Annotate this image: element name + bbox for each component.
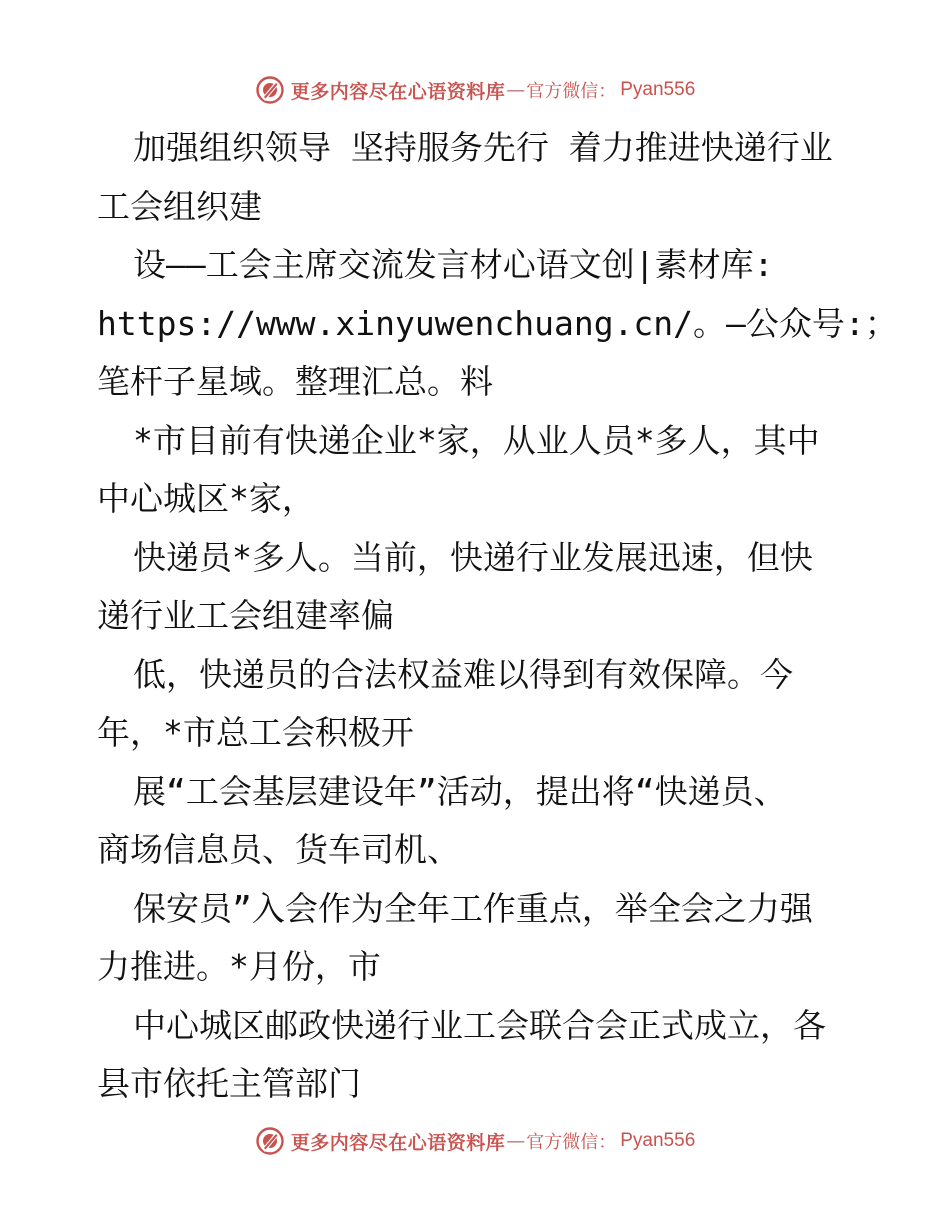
text-line: 县市依托主管部门 (97, 1064, 361, 1103)
text-line: 保安员”入会作为全年工作重点，举全会之力强 (133, 888, 813, 928)
text-line: https://www.xinyuwenchuang.cn/。—公众号:； (97, 303, 898, 343)
watermark-slogan: 更多内容尽在心语资料库 (290, 80, 506, 103)
text-line: *市目前有快递企业*家，从业人员*多人，其中 (133, 420, 820, 460)
watermark-contact-id: Pyan556 (620, 79, 696, 100)
watermark-separator: — (506, 79, 526, 101)
watermark-contact-id: Pyan556 (620, 1130, 696, 1151)
document-body (97, 119, 898, 1114)
text-line: 商场信息员、货车司机、 (97, 830, 460, 869)
pen-circle-logo-icon (255, 1126, 285, 1156)
text-line: 设——工会主席交流发言材心语文创|素材库: (133, 245, 774, 284)
watermark-contact-label: 官方微信： (526, 1132, 617, 1153)
text-line: 加强组织领导 坚持服务先行 着力推进快递行业 (133, 128, 833, 167)
text-line: 工会组织建 (97, 186, 262, 226)
pen-circle-logo-icon (255, 75, 285, 105)
text-line: 笔杆子星域。整理汇总。料 (97, 362, 493, 401)
text-line: 展“工会基层建设年”活动，提出将“快递员、 (133, 771, 787, 811)
text-line: 低，快递员的合法权益难以得到有效保障。今 (133, 654, 793, 694)
text-line: 中心城区*家， (97, 479, 315, 518)
text-line: 中心城区邮政快递行业工会联合会正式成立，各 (133, 1005, 826, 1045)
text-line: 年，*市总工会积极开 (97, 713, 414, 752)
watermark-separator: — (506, 1130, 526, 1152)
watermark-slogan: 更多内容尽在心语资料库 (290, 1131, 506, 1154)
watermark-contact-label: 官方微信： (526, 81, 617, 102)
text-line: 力推进。*月份，市 (97, 947, 381, 986)
text-line: 快递员*多人。当前，快递行业发展迅速，但快 (133, 537, 813, 577)
header-watermark (0, 73, 950, 107)
footer-watermark (0, 1124, 950, 1158)
text-line: 递行业工会组建率偏 (97, 596, 394, 635)
